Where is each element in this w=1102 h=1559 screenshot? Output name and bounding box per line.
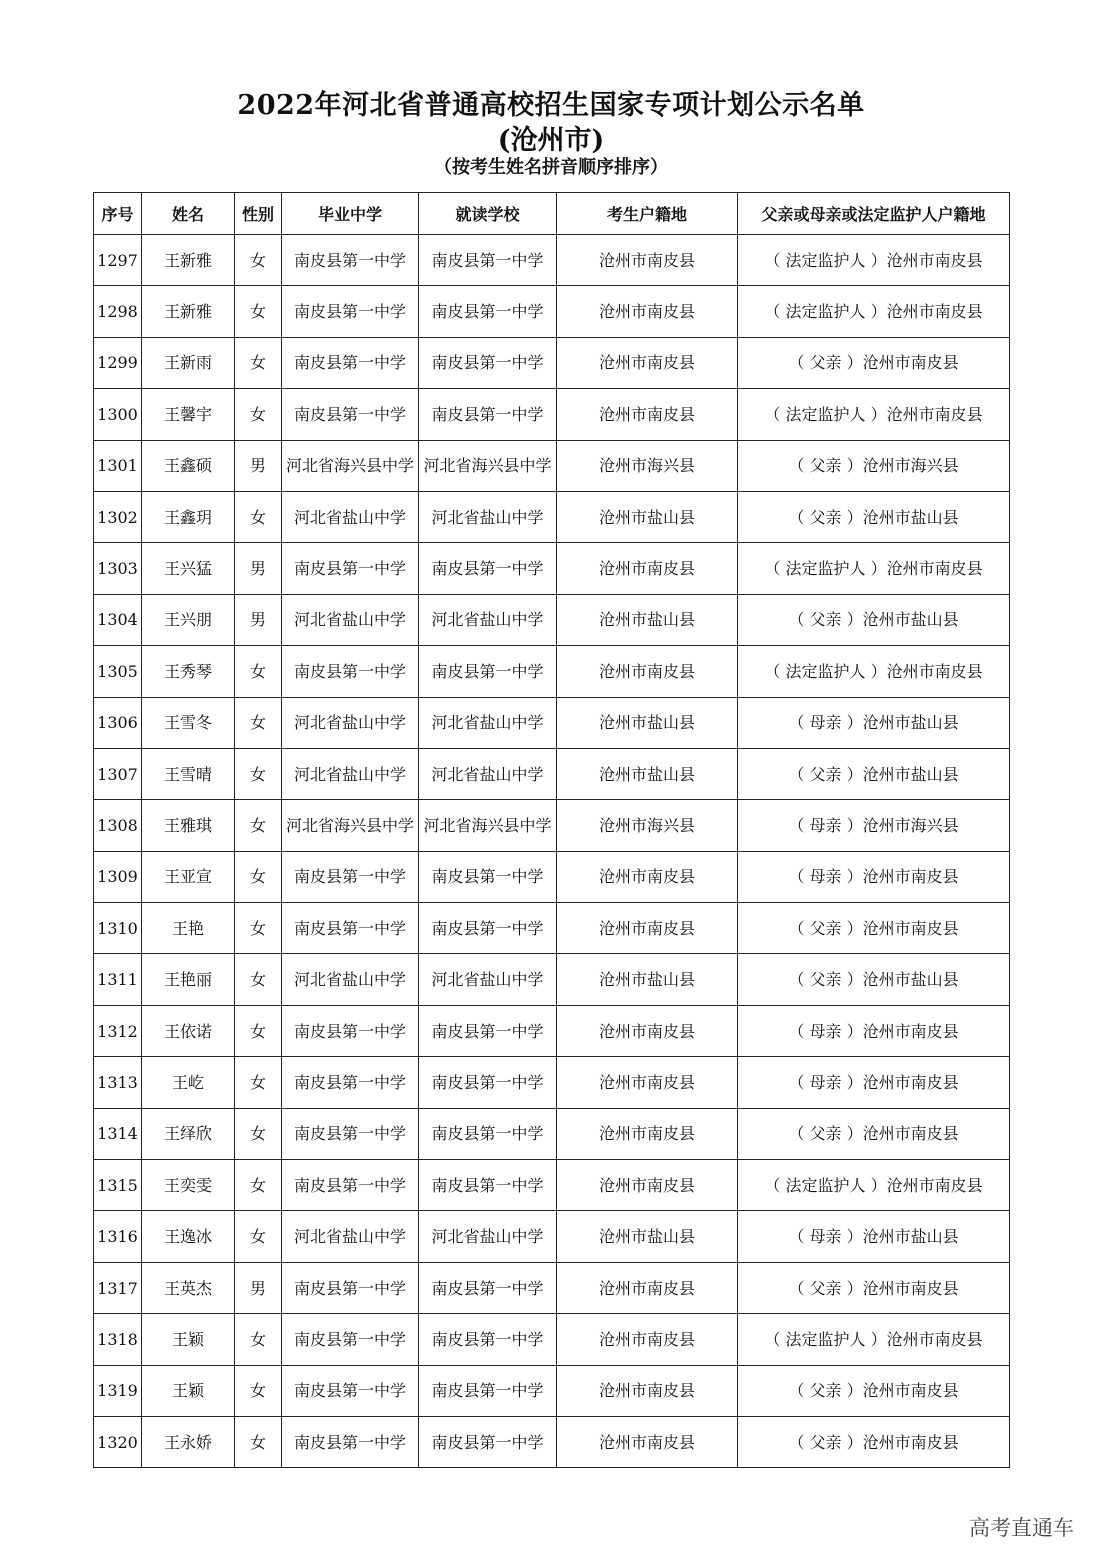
cell-current-school: 南皮县第一中学	[419, 1365, 557, 1416]
cell-name: 王逸冰	[142, 1211, 235, 1262]
cell-graduated-school: 南皮县第一中学	[282, 1057, 419, 1108]
cell-name: 王鑫玥	[142, 491, 235, 542]
cell-current-school: 河北省海兴县中学	[419, 440, 557, 491]
cell-gender: 女	[235, 646, 282, 697]
cell-guardian-domicile: （ 父亲 ）沧州市盐山县	[738, 594, 1010, 645]
cell-graduated-school: 南皮县第一中学	[282, 1262, 419, 1313]
cell-gender: 女	[235, 1160, 282, 1211]
cell-name: 王雪冬	[142, 697, 235, 748]
cell-graduated-school: 河北省盐山中学	[282, 1211, 419, 1262]
cell-current-school: 南皮县第一中学	[419, 543, 557, 594]
cell-seq: 1312	[94, 1005, 142, 1056]
cell-gender: 女	[235, 954, 282, 1005]
cell-student-domicile: 沧州市南皮县	[557, 235, 738, 286]
cell-student-domicile: 沧州市南皮县	[557, 1365, 738, 1416]
cell-student-domicile: 沧州市盐山县	[557, 1211, 738, 1262]
cell-guardian-domicile: （ 母亲 ）沧州市盐山县	[738, 1211, 1010, 1262]
cell-current-school: 南皮县第一中学	[419, 1314, 557, 1365]
cell-guardian-domicile: （ 法定监护人 ）沧州市南皮县	[738, 235, 1010, 286]
cell-graduated-school: 南皮县第一中学	[282, 1314, 419, 1365]
cell-student-domicile: 沧州市南皮县	[557, 1262, 738, 1313]
cell-graduated-school: 南皮县第一中学	[282, 1005, 419, 1056]
cell-graduated-school: 南皮县第一中学	[282, 286, 419, 337]
cell-name: 王奕雯	[142, 1160, 235, 1211]
cell-name: 王馨宇	[142, 389, 235, 440]
table-row	[94, 235, 1010, 286]
cell-gender: 男	[235, 543, 282, 594]
table-row	[94, 954, 1010, 1005]
cell-gender: 男	[235, 594, 282, 645]
cell-gender: 男	[235, 440, 282, 491]
cell-graduated-school: 南皮县第一中学	[282, 646, 419, 697]
cell-graduated-school: 河北省盐山中学	[282, 594, 419, 645]
cell-guardian-domicile: （ 母亲 ）沧州市南皮县	[738, 1005, 1010, 1056]
cell-current-school: 南皮县第一中学	[419, 1160, 557, 1211]
sort-note: （按考生姓名拼音顺序排序）	[434, 157, 668, 178]
cell-graduated-school: 南皮县第一中学	[282, 235, 419, 286]
cell-seq: 1319	[94, 1365, 142, 1416]
cell-guardian-domicile: （ 法定监护人 ）沧州市南皮县	[738, 543, 1010, 594]
cell-guardian-domicile: （ 法定监护人 ）沧州市南皮县	[738, 1314, 1010, 1365]
cell-name: 王雪晴	[142, 748, 235, 799]
cell-name: 王颖	[142, 1365, 235, 1416]
cell-student-domicile: 沧州市南皮县	[557, 543, 738, 594]
cell-seq: 1303	[94, 543, 142, 594]
table-row	[94, 903, 1010, 954]
cell-guardian-domicile: （ 父亲 ）沧州市南皮县	[738, 1108, 1010, 1159]
table-row	[94, 1160, 1010, 1211]
cell-name: 王依诺	[142, 1005, 235, 1056]
cell-gender: 女	[235, 748, 282, 799]
cell-guardian-domicile: （ 母亲 ）沧州市海兴县	[738, 800, 1010, 851]
table-row	[94, 1365, 1010, 1416]
table-body	[94, 235, 1010, 1468]
cell-student-domicile: 沧州市盐山县	[557, 491, 738, 542]
cell-name: 王兴猛	[142, 543, 235, 594]
cell-seq: 1307	[94, 748, 142, 799]
header-graduated-school: 毕业中学	[282, 193, 419, 235]
cell-guardian-domicile: （ 母亲 ）沧州市盐山县	[738, 697, 1010, 748]
cell-gender: 女	[235, 491, 282, 542]
cell-graduated-school: 河北省盐山中学	[282, 491, 419, 542]
cell-name: 王亚宣	[142, 851, 235, 902]
cell-seq: 1306	[94, 697, 142, 748]
cell-guardian-domicile: （ 父亲 ）沧州市盐山县	[738, 748, 1010, 799]
cell-current-school: 河北省盐山中学	[419, 491, 557, 542]
cell-name: 王新雨	[142, 337, 235, 388]
table-row	[94, 1108, 1010, 1159]
cell-guardian-domicile: （ 父亲 ）沧州市南皮县	[738, 1262, 1010, 1313]
cell-graduated-school: 南皮县第一中学	[282, 1416, 419, 1467]
cell-current-school: 河北省盐山中学	[419, 748, 557, 799]
cell-seq: 1315	[94, 1160, 142, 1211]
cell-gender: 女	[235, 1314, 282, 1365]
cell-seq: 1311	[94, 954, 142, 1005]
cell-graduated-school: 河北省盐山中学	[282, 748, 419, 799]
cell-guardian-domicile: （ 法定监护人 ）沧州市南皮县	[738, 1160, 1010, 1211]
table-row	[94, 1314, 1010, 1365]
cell-guardian-domicile: （ 父亲 ）沧州市南皮县	[738, 337, 1010, 388]
cell-current-school: 南皮县第一中学	[419, 646, 557, 697]
cell-gender: 女	[235, 903, 282, 954]
cell-guardian-domicile: （ 法定监护人 ）沧州市南皮县	[738, 389, 1010, 440]
cell-seq: 1309	[94, 851, 142, 902]
cell-seq: 1316	[94, 1211, 142, 1262]
cell-student-domicile: 沧州市南皮县	[557, 1057, 738, 1108]
cell-student-domicile: 沧州市南皮县	[557, 1160, 738, 1211]
cell-seq: 1298	[94, 286, 142, 337]
cell-current-school: 南皮县第一中学	[419, 1262, 557, 1313]
cell-graduated-school: 河北省海兴县中学	[282, 440, 419, 491]
cell-seq: 1305	[94, 646, 142, 697]
cell-name: 王鑫硕	[142, 440, 235, 491]
cell-current-school: 南皮县第一中学	[419, 235, 557, 286]
cell-seq: 1297	[94, 235, 142, 286]
table-row	[94, 646, 1010, 697]
table-row	[94, 543, 1010, 594]
cell-seq: 1304	[94, 594, 142, 645]
table-row	[94, 389, 1010, 440]
page-subtitle: (沧州市)	[497, 125, 605, 156]
cell-current-school: 南皮县第一中学	[419, 389, 557, 440]
cell-current-school: 南皮县第一中学	[419, 851, 557, 902]
cell-seq: 1308	[94, 800, 142, 851]
header-student-domicile: 考生户籍地	[557, 193, 738, 235]
cell-gender: 男	[235, 1262, 282, 1313]
cell-guardian-domicile: （ 父亲 ）沧州市南皮县	[738, 903, 1010, 954]
cell-current-school: 南皮县第一中学	[419, 286, 557, 337]
cell-gender: 女	[235, 1057, 282, 1108]
cell-student-domicile: 沧州市海兴县	[557, 800, 738, 851]
cell-graduated-school: 南皮县第一中学	[282, 389, 419, 440]
cell-current-school: 南皮县第一中学	[419, 1416, 557, 1467]
cell-current-school: 南皮县第一中学	[419, 903, 557, 954]
header-guardian-domicile: 父亲或母亲或法定监护人户籍地	[738, 193, 1010, 235]
cell-name: 王新雅	[142, 286, 235, 337]
cell-current-school: 河北省盐山中学	[419, 697, 557, 748]
header-current-school: 就读学校	[419, 193, 557, 235]
cell-current-school: 河北省盐山中学	[419, 594, 557, 645]
cell-student-domicile: 沧州市南皮县	[557, 337, 738, 388]
table-row	[94, 440, 1010, 491]
table-header-row	[94, 193, 1010, 235]
cell-gender: 女	[235, 800, 282, 851]
table-row	[94, 851, 1010, 902]
cell-student-domicile: 沧州市盐山县	[557, 594, 738, 645]
cell-seq: 1310	[94, 903, 142, 954]
cell-gender: 女	[235, 851, 282, 902]
cell-student-domicile: 沧州市海兴县	[557, 440, 738, 491]
cell-graduated-school: 河北省海兴县中学	[282, 800, 419, 851]
cell-gender: 女	[235, 1108, 282, 1159]
cell-seq: 1299	[94, 337, 142, 388]
table-row	[94, 1005, 1010, 1056]
cell-gender: 女	[235, 389, 282, 440]
cell-name: 王秀琴	[142, 646, 235, 697]
cell-graduated-school: 南皮县第一中学	[282, 543, 419, 594]
table-row	[94, 1416, 1010, 1467]
cell-current-school: 河北省盐山中学	[419, 1211, 557, 1262]
cell-seq: 1318	[94, 1314, 142, 1365]
cell-student-domicile: 沧州市盐山县	[557, 954, 738, 1005]
cell-name: 王屹	[142, 1057, 235, 1108]
cell-current-school: 河北省海兴县中学	[419, 800, 557, 851]
cell-current-school: 南皮县第一中学	[419, 1057, 557, 1108]
cell-student-domicile: 沧州市盐山县	[557, 697, 738, 748]
cell-graduated-school: 南皮县第一中学	[282, 1108, 419, 1159]
cell-guardian-domicile: （ 母亲 ）沧州市南皮县	[738, 851, 1010, 902]
cell-name: 王英杰	[142, 1262, 235, 1313]
cell-seq: 1314	[94, 1108, 142, 1159]
cell-guardian-domicile: （ 父亲 ）沧州市南皮县	[738, 1365, 1010, 1416]
cell-gender: 女	[235, 1005, 282, 1056]
cell-graduated-school: 南皮县第一中学	[282, 851, 419, 902]
cell-student-domicile: 沧州市南皮县	[557, 286, 738, 337]
header-gender: 性别	[235, 193, 282, 235]
cell-gender: 女	[235, 1416, 282, 1467]
cell-graduated-school: 南皮县第一中学	[282, 903, 419, 954]
cell-seq: 1301	[94, 440, 142, 491]
table-row	[94, 1057, 1010, 1108]
cell-graduated-school: 南皮县第一中学	[282, 1160, 419, 1211]
header-seq: 序号	[94, 193, 142, 235]
cell-student-domicile: 沧州市南皮县	[557, 851, 738, 902]
cell-gender: 女	[235, 235, 282, 286]
cell-gender: 女	[235, 697, 282, 748]
table-row	[94, 748, 1010, 799]
cell-student-domicile: 沧州市南皮县	[557, 646, 738, 697]
cell-guardian-domicile: （ 法定监护人 ）沧州市南皮县	[738, 646, 1010, 697]
cell-student-domicile: 沧州市南皮县	[557, 1005, 738, 1056]
cell-seq: 1317	[94, 1262, 142, 1313]
cell-name: 王雅琪	[142, 800, 235, 851]
cell-name: 王艳丽	[142, 954, 235, 1005]
table-row	[94, 286, 1010, 337]
table-row	[94, 1262, 1010, 1313]
cell-seq: 1302	[94, 491, 142, 542]
cell-graduated-school: 南皮县第一中学	[282, 337, 419, 388]
cell-guardian-domicile: （ 父亲 ）沧州市海兴县	[738, 440, 1010, 491]
watermark: 高考直通车	[969, 1516, 1074, 1540]
cell-gender: 女	[235, 286, 282, 337]
cell-graduated-school: 河北省盐山中学	[282, 697, 419, 748]
cell-name: 王新雅	[142, 235, 235, 286]
cell-student-domicile: 沧州市南皮县	[557, 1416, 738, 1467]
table-row	[94, 594, 1010, 645]
cell-name: 王绎欣	[142, 1108, 235, 1159]
cell-current-school: 南皮县第一中学	[419, 1108, 557, 1159]
cell-name: 王兴朋	[142, 594, 235, 645]
cell-student-domicile: 沧州市南皮县	[557, 389, 738, 440]
cell-name: 王艳	[142, 903, 235, 954]
cell-student-domicile: 沧州市南皮县	[557, 1108, 738, 1159]
table-row	[94, 337, 1010, 388]
cell-current-school: 南皮县第一中学	[419, 337, 557, 388]
cell-student-domicile: 沧州市南皮县	[557, 1314, 738, 1365]
cell-seq: 1320	[94, 1416, 142, 1467]
table-row	[94, 491, 1010, 542]
cell-gender: 女	[235, 1211, 282, 1262]
table-row	[94, 1211, 1010, 1262]
cell-guardian-domicile: （ 法定监护人 ）沧州市南皮县	[738, 286, 1010, 337]
cell-student-domicile: 沧州市南皮县	[557, 903, 738, 954]
cell-seq: 1313	[94, 1057, 142, 1108]
cell-current-school: 河北省盐山中学	[419, 954, 557, 1005]
cell-name: 王颖	[142, 1314, 235, 1365]
cell-name: 王永娇	[142, 1416, 235, 1467]
cell-guardian-domicile: （ 母亲 ）沧州市南皮县	[738, 1057, 1010, 1108]
cell-guardian-domicile: （ 父亲 ）沧州市盐山县	[738, 491, 1010, 542]
table-row	[94, 800, 1010, 851]
cell-current-school: 南皮县第一中学	[419, 1005, 557, 1056]
cell-seq: 1300	[94, 389, 142, 440]
page-title: 2022年河北省普通高校招生国家专项计划公示名单	[237, 90, 865, 121]
header-name: 姓名	[142, 193, 235, 235]
table-row	[94, 697, 1010, 748]
cell-gender: 女	[235, 1365, 282, 1416]
cell-graduated-school: 南皮县第一中学	[282, 1365, 419, 1416]
roster-table	[93, 192, 1010, 1468]
cell-guardian-domicile: （ 父亲 ）沧州市盐山县	[738, 954, 1010, 1005]
cell-guardian-domicile: （ 父亲 ）沧州市南皮县	[738, 1416, 1010, 1467]
cell-student-domicile: 沧州市盐山县	[557, 748, 738, 799]
cell-graduated-school: 河北省盐山中学	[282, 954, 419, 1005]
cell-gender: 女	[235, 337, 282, 388]
